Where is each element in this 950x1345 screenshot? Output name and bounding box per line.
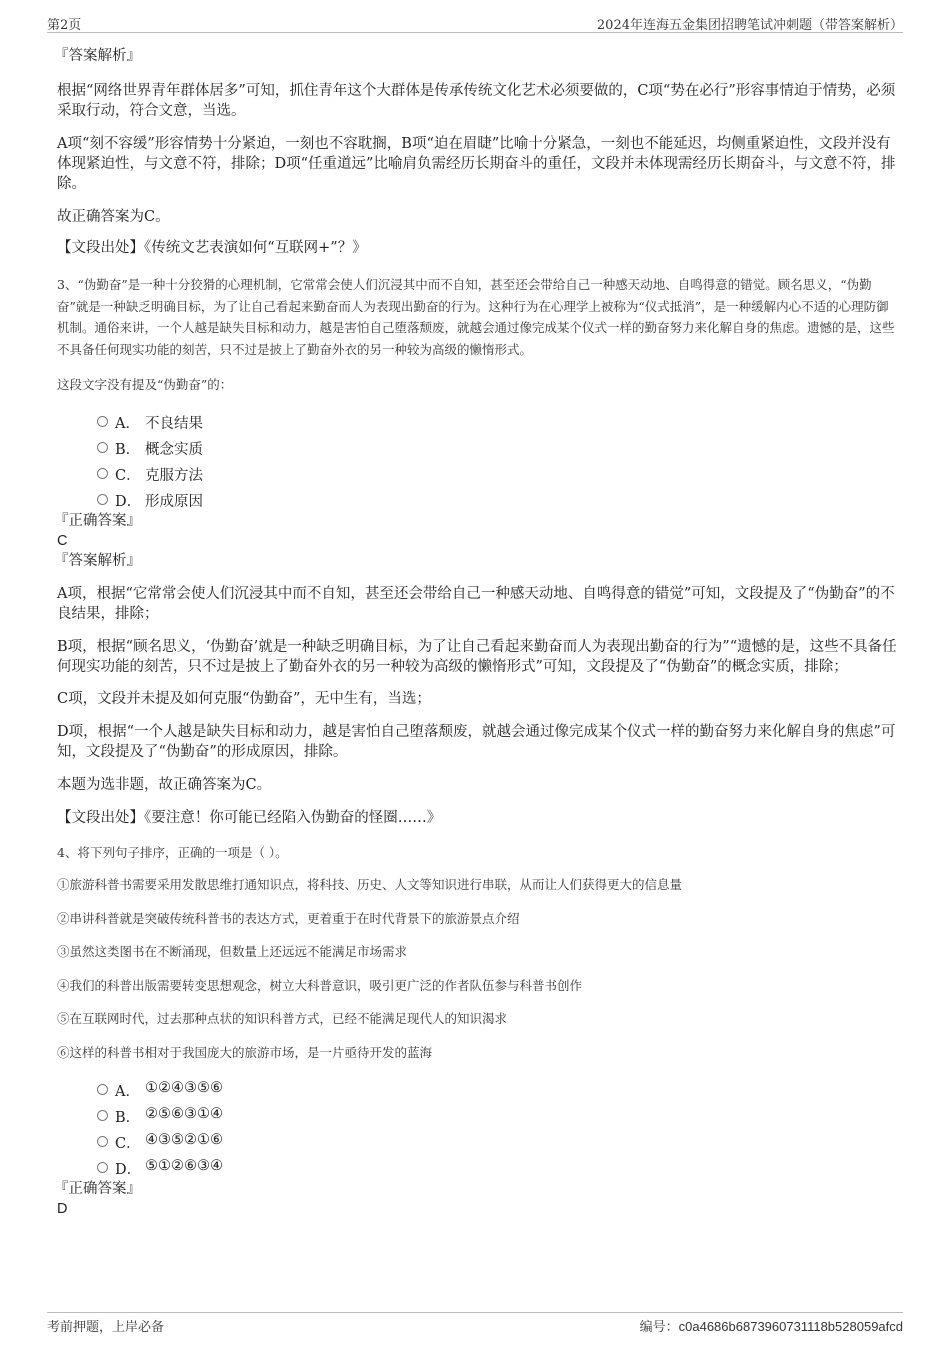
page-content: [54, 46, 897, 1219]
analysis-paragraph: D项，根据“一个人越是缺失目标和动力，越是害怕自己堕落颓废，就越会通过像完成某个仪式一样的勤奋努力来化解自身的焦虑”可知，文段提及了“伪勤奋”的形成原因，排除。: [57, 723, 896, 760]
footer-slogan: 考前押题，上岸必备: [47, 1320, 165, 1335]
radio-button[interactable]: [97, 442, 108, 453]
radio-button[interactable]: [97, 468, 108, 479]
option-b[interactable]: B． ②⑤⑥③①④: [57, 1103, 897, 1129]
option-a[interactable]: A． ①②④③⑤⑥: [57, 1077, 897, 1103]
document-title: 2024年连海五金集团招聘笔试冲刺题（带答案解析）: [596, 18, 903, 33]
code-label: 编号：: [639, 1320, 679, 1335]
option-list: [57, 409, 897, 513]
analysis-paragraph: C项，文段并未提及如何克服“伪勤奋”，无中生有，当选；: [57, 690, 431, 707]
correct-answer-label: 『正确答案』: [54, 1181, 141, 1197]
code-value: c0a4686b6873960731118b528059afcd: [678, 1319, 903, 1334]
radio-button[interactable]: [97, 416, 108, 427]
option-d[interactable]: D． ⑤①②⑥③④: [57, 1155, 897, 1181]
option-a[interactable]: A． 不良结果: [57, 409, 897, 435]
radio-button[interactable]: [97, 494, 108, 505]
question-prompt: 这段文字没有提及“伪勤奋”的：: [57, 377, 233, 392]
radio-button[interactable]: [97, 1136, 108, 1147]
source-citation: 【文段出处】《要注意！你可能已经陷入伪勤奋的怪圈……》: [57, 809, 442, 826]
analysis-label: 『答案解析』: [54, 552, 141, 569]
sentence-item: ②串讲科普就是突破传统科普书的表达方式，更着重于在时代背景下的旅游景点介绍: [57, 910, 520, 926]
sentence-item: ⑤在互联网时代，过去那种点状的知识科普方式，已经不能满足现代人的知识渴求: [57, 1011, 508, 1026]
question-stem: 4、将下列句子排序，正确的一项是（ ）。: [57, 844, 288, 860]
answer-statement: 本题为选非题，故正确答案为C。: [57, 776, 272, 793]
analysis-paragraph: A项“刻不容缓”形容情势十分紧迫，一刻也不容耽搁，B项“迫在眉睫”比喻十分紧急，一刻也不能延迟，均侧重紧迫性，文段并没有体现紧迫性，与文意不符，排除；D项“任重道远”比喻肩负需经历长期奋斗的重任，文段并未体现需经历长期奋斗，与文意不符，排除。: [57, 136, 896, 192]
question-stem: 3、“伪勤奋”是一种十分狡猾的心理机制，它常常会使人们沉浸其中而不自知，甚至还会带给自己一种感天动地、自鸣得意的错觉。顾名思义，“伪勤奋”就是一种缺乏明确目标，为了让自己看起来勤奋而人为表现出勤奋的行为。这种行为在心理学上被称为“仪式抵消”，是一种缓解内心不适的心理防御机制。通俗来讲，一个人越是缺失目标和动力，越是害怕自己堕落颓废，就越会通过像完成某个仪式一样的勤奋努力来化解自身的焦虑。遗憾的是，这些不具备任何现实功能的刻苦，只不过是披上了勤奋外衣的另一种较为高级的懒惰形式。: [57, 277, 895, 357]
source-citation: 【文段出处】《传统文艺表演如何“互联网+”？》: [57, 240, 367, 256]
sentence-item: ①旅游科普书需要采用发散思维打通知识点，将科技、历史、人文等知识进行串联，从而让人们获得更大的信息量: [57, 877, 683, 892]
document-code: [640, 1316, 903, 1335]
analysis-paragraph: 根据“网络世界青年群体居多”可知，抓住青年这个大群体是传承传统文化艺术必须要做的，C项“势在必行”形容事情迫于情势，必须采取行动，符合文意，当选。: [57, 83, 896, 119]
option-list: [57, 1077, 897, 1181]
analysis-paragraph: B项，根据“顾名思义，‘伪勤奋’就是一种缺乏明确目标，为了让自己看起来勤奋而人为表现出勤奋的行为”“遗憾的是，这些不具备任何现实功能的刻苦，只不过是披上了勤奋外衣的另一种较为高级的懒惰形式”可知，文段提及了“伪勤奋”的概念实质，排除；: [57, 638, 897, 675]
sentence-item: ③虽然这类图书在不断涌现，但数量上还远远不能满足市场需求: [57, 944, 408, 959]
answer-statement: 故正确答案为C。: [57, 209, 170, 225]
correct-answer: D: [57, 1201, 68, 1217]
page-header: [47, 12, 903, 33]
correct-answer-label: 『正确答案』: [54, 512, 141, 529]
option-c[interactable]: C． ④③⑤②①⑥: [57, 1129, 897, 1155]
analysis-paragraph: A项，根据“它常常会使人们沉浸其中而不自知，甚至还会带给自己一种感天动地、自鸣得意的错觉”可知，文段提及了“伪勤奋”的不良结果，排除；: [57, 585, 895, 622]
radio-button[interactable]: [97, 1110, 108, 1121]
analysis-label: 『答案解析』: [54, 48, 141, 64]
radio-button[interactable]: [97, 1084, 108, 1095]
radio-button[interactable]: [97, 1162, 108, 1173]
sentence-item: ④我们的科普出版需要转变思想观念，树立大科普意识，吸引更广泛的作者队伍参与科普书创作: [57, 977, 583, 993]
sentence-item: ⑥这样的科普书相对于我国庞大的旅游市场，是一片亟待开发的蓝海: [57, 1044, 433, 1060]
page-footer: [47, 1312, 903, 1335]
page-number: 第2页: [47, 18, 82, 33]
option-b[interactable]: B． 概念实质: [57, 435, 897, 461]
correct-answer: C: [57, 532, 68, 549]
option-d[interactable]: D． 形成原因: [57, 487, 897, 513]
option-c[interactable]: C． 克服方法: [57, 461, 897, 487]
